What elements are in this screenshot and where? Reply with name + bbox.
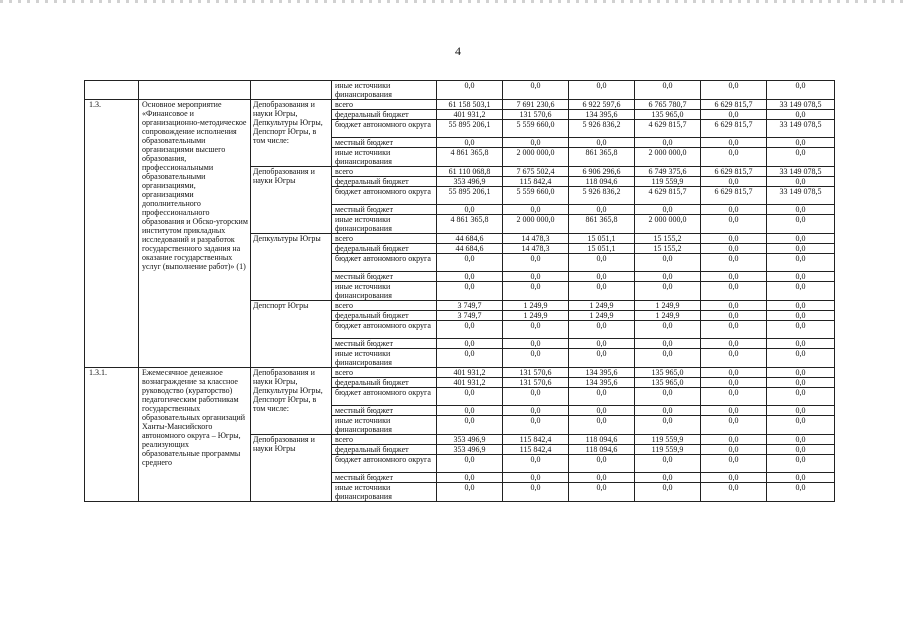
amount-cell: 353 496,9 bbox=[437, 435, 503, 445]
amount-cell: 0,0 bbox=[569, 282, 635, 301]
amount-cell: 14 478,3 bbox=[503, 244, 569, 254]
amount-cell: 0,0 bbox=[569, 455, 635, 473]
amount-cell: 0,0 bbox=[767, 244, 835, 254]
item-number-cell: 1.3.1. bbox=[85, 368, 139, 502]
amount-cell: 5 559 660,0 bbox=[503, 187, 569, 205]
amount-cell: 401 931,2 bbox=[437, 378, 503, 388]
amount-cell: 2 000 000,0 bbox=[503, 148, 569, 167]
amount-cell: 0,0 bbox=[503, 138, 569, 148]
amount-cell: 0,0 bbox=[635, 388, 701, 406]
funding-source-cell: всего bbox=[332, 301, 437, 311]
funding-source-cell: местный бюджет bbox=[332, 339, 437, 349]
amount-cell: 44 684,6 bbox=[437, 244, 503, 254]
amount-cell: 0,0 bbox=[767, 339, 835, 349]
amount-cell: 0,0 bbox=[767, 406, 835, 416]
amount-cell: 0,0 bbox=[569, 406, 635, 416]
amount-cell: 131 570,6 bbox=[503, 378, 569, 388]
amount-cell: 135 965,0 bbox=[635, 368, 701, 378]
table-row bbox=[85, 81, 835, 100]
amount-cell: 0,0 bbox=[701, 272, 767, 282]
scan-edge-artifact bbox=[0, 0, 905, 3]
funding-source-cell: иные источники финансирования bbox=[332, 148, 437, 167]
amount-cell: 0,0 bbox=[767, 445, 835, 455]
amount-cell: 4 861 365,8 bbox=[437, 215, 503, 234]
amount-cell: 0,0 bbox=[569, 349, 635, 368]
amount-cell: 0,0 bbox=[635, 339, 701, 349]
funding-source-cell: местный бюджет bbox=[332, 406, 437, 416]
amount-cell: 0,0 bbox=[701, 406, 767, 416]
amount-cell: 134 395,6 bbox=[569, 110, 635, 120]
amount-cell: 0,0 bbox=[701, 416, 767, 435]
amount-cell: 0,0 bbox=[569, 81, 635, 100]
amount-cell: 0,0 bbox=[767, 416, 835, 435]
amount-cell: 119 559,9 bbox=[635, 177, 701, 187]
amount-cell: 0,0 bbox=[569, 416, 635, 435]
amount-cell: 0,0 bbox=[503, 473, 569, 483]
amount-cell: 0,0 bbox=[437, 455, 503, 473]
amount-cell: 0,0 bbox=[701, 254, 767, 272]
measure-name-cell: Ежемесячное денежное вознаграждение за классное руководство (кураторство) педагогическим работникам государственных образовательных организаций Ханты-Мансийского автономного округа – Югры, реализующих образовательные программы среднего bbox=[139, 368, 251, 502]
amount-cell: 2 000 000,0 bbox=[635, 215, 701, 234]
amount-cell: 0,0 bbox=[503, 483, 569, 502]
funding-source-cell: федеральный бюджет bbox=[332, 110, 437, 120]
amount-cell: 0,0 bbox=[701, 81, 767, 100]
item-number-cell bbox=[85, 81, 139, 100]
amount-cell: 0,0 bbox=[701, 138, 767, 148]
amount-cell: 0,0 bbox=[569, 388, 635, 406]
amount-cell: 0,0 bbox=[767, 368, 835, 378]
amount-cell: 0,0 bbox=[767, 378, 835, 388]
amount-cell: 0,0 bbox=[701, 215, 767, 234]
amount-cell: 0,0 bbox=[767, 177, 835, 187]
executor-cell: Депобразования и науки Югры, Депкультуры Югры, Депспорт Югры, в том числе: bbox=[251, 100, 332, 167]
amount-cell: 0,0 bbox=[767, 272, 835, 282]
amount-cell: 0,0 bbox=[503, 81, 569, 100]
amount-cell: 61 110 068,8 bbox=[437, 167, 503, 177]
amount-cell: 134 395,6 bbox=[569, 368, 635, 378]
amount-cell: 0,0 bbox=[437, 81, 503, 100]
amount-cell: 353 496,9 bbox=[437, 445, 503, 455]
amount-cell: 33 149 078,5 bbox=[767, 100, 835, 110]
amount-cell: 0,0 bbox=[503, 272, 569, 282]
funding-source-cell: федеральный бюджет bbox=[332, 378, 437, 388]
amount-cell: 0,0 bbox=[437, 473, 503, 483]
amount-cell: 15 155,2 bbox=[635, 244, 701, 254]
amount-cell: 0,0 bbox=[635, 272, 701, 282]
amount-cell: 15 051,1 bbox=[569, 244, 635, 254]
measure-name-cell: Основное мероприятие «Финансовое и организационно-методическое сопровождение исполнения образовательными организациями высшего образования, профессиональными образовательными организациями, организациями дополнительного профессионального образования и Обско-угорским институтом прикладных исследований и разработок государственного задания на оказание государственных услуг (выполнение работ)» (1) bbox=[139, 100, 251, 368]
table-body bbox=[85, 81, 835, 502]
amount-cell: 3 749,7 bbox=[437, 311, 503, 321]
funding-source-cell: местный бюджет bbox=[332, 205, 437, 215]
amount-cell: 4 629 815,7 bbox=[635, 187, 701, 205]
amount-cell: 0,0 bbox=[635, 282, 701, 301]
amount-cell: 0,0 bbox=[701, 301, 767, 311]
amount-cell: 0,0 bbox=[767, 138, 835, 148]
amount-cell: 33 149 078,5 bbox=[767, 120, 835, 138]
funding-source-cell: иные источники финансирования bbox=[332, 349, 437, 368]
amount-cell: 0,0 bbox=[437, 339, 503, 349]
executor-cell: Депкультуры Югры bbox=[251, 234, 332, 301]
amount-cell: 1 249,9 bbox=[635, 311, 701, 321]
amount-cell: 0,0 bbox=[767, 473, 835, 483]
funding-source-cell: иные источники финансирования bbox=[332, 282, 437, 301]
amount-cell: 0,0 bbox=[503, 339, 569, 349]
amount-cell: 7 675 502,4 bbox=[503, 167, 569, 177]
funding-source-cell: бюджет автономного округа bbox=[332, 187, 437, 205]
amount-cell: 861 365,8 bbox=[569, 148, 635, 167]
funding-source-cell: иные источники финансирования bbox=[332, 215, 437, 234]
amount-cell: 115 842,4 bbox=[503, 177, 569, 187]
executor-cell: Депобразования и науки Югры, Депкультуры Югры, Депспорт Югры, в том числе: bbox=[251, 368, 332, 435]
amount-cell: 115 842,4 bbox=[503, 445, 569, 455]
amount-cell: 131 570,6 bbox=[503, 110, 569, 120]
amount-cell: 118 094,6 bbox=[569, 445, 635, 455]
amount-cell: 0,0 bbox=[569, 321, 635, 339]
amount-cell: 0,0 bbox=[701, 473, 767, 483]
amount-cell: 119 559,9 bbox=[635, 435, 701, 445]
amount-cell: 0,0 bbox=[635, 349, 701, 368]
amount-cell: 0,0 bbox=[701, 483, 767, 502]
amount-cell: 1 249,9 bbox=[635, 301, 701, 311]
amount-cell: 0,0 bbox=[569, 483, 635, 502]
amount-cell: 2 000 000,0 bbox=[503, 215, 569, 234]
amount-cell: 401 931,2 bbox=[437, 368, 503, 378]
funding-source-cell: иные источники финансирования bbox=[332, 483, 437, 502]
amount-cell: 0,0 bbox=[569, 205, 635, 215]
amount-cell: 118 094,6 bbox=[569, 435, 635, 445]
funding-source-cell: всего bbox=[332, 368, 437, 378]
amount-cell: 0,0 bbox=[503, 416, 569, 435]
amount-cell: 0,0 bbox=[701, 388, 767, 406]
amount-cell: 861 365,8 bbox=[569, 215, 635, 234]
amount-cell: 5 926 836,2 bbox=[569, 120, 635, 138]
amount-cell: 0,0 bbox=[635, 81, 701, 100]
amount-cell: 0,0 bbox=[701, 378, 767, 388]
amount-cell: 0,0 bbox=[437, 254, 503, 272]
amount-cell: 135 965,0 bbox=[635, 378, 701, 388]
table-row bbox=[85, 100, 835, 110]
amount-cell: 0,0 bbox=[503, 349, 569, 368]
amount-cell: 0,0 bbox=[767, 110, 835, 120]
amount-cell: 0,0 bbox=[701, 282, 767, 301]
executor-cell: Депспорт Югры bbox=[251, 301, 332, 368]
funding-source-cell: всего bbox=[332, 435, 437, 445]
amount-cell: 0,0 bbox=[437, 321, 503, 339]
amount-cell: 0,0 bbox=[767, 282, 835, 301]
amount-cell: 0,0 bbox=[701, 435, 767, 445]
funding-source-cell: бюджет автономного округа bbox=[332, 120, 437, 138]
amount-cell: 0,0 bbox=[503, 254, 569, 272]
amount-cell: 0,0 bbox=[437, 138, 503, 148]
amount-cell: 61 158 503,1 bbox=[437, 100, 503, 110]
amount-cell: 0,0 bbox=[503, 321, 569, 339]
amount-cell: 55 895 206,1 bbox=[437, 120, 503, 138]
amount-cell: 0,0 bbox=[569, 339, 635, 349]
amount-cell: 118 094,6 bbox=[569, 177, 635, 187]
amount-cell: 14 478,3 bbox=[503, 234, 569, 244]
amount-cell: 0,0 bbox=[701, 244, 767, 254]
amount-cell: 4 861 365,8 bbox=[437, 148, 503, 167]
funding-source-cell: бюджет автономного округа bbox=[332, 254, 437, 272]
amount-cell: 0,0 bbox=[437, 416, 503, 435]
funding-source-cell: федеральный бюджет bbox=[332, 177, 437, 187]
funding-source-cell: бюджет автономного округа bbox=[332, 455, 437, 473]
amount-cell: 6 629 815,7 bbox=[701, 120, 767, 138]
amount-cell: 0,0 bbox=[767, 435, 835, 445]
funding-source-cell: местный бюджет bbox=[332, 138, 437, 148]
amount-cell: 3 749,7 bbox=[437, 301, 503, 311]
amount-cell: 0,0 bbox=[437, 272, 503, 282]
amount-cell: 353 496,9 bbox=[437, 177, 503, 187]
amount-cell: 5 559 660,0 bbox=[503, 120, 569, 138]
amount-cell: 0,0 bbox=[437, 349, 503, 368]
funding-source-cell: местный бюджет bbox=[332, 473, 437, 483]
amount-cell: 134 395,6 bbox=[569, 378, 635, 388]
item-number-cell: 1.3. bbox=[85, 100, 139, 368]
funding-source-cell: федеральный бюджет bbox=[332, 311, 437, 321]
amount-cell: 135 965,0 bbox=[635, 110, 701, 120]
amount-cell: 0,0 bbox=[701, 445, 767, 455]
funding-source-cell: бюджет автономного округа bbox=[332, 321, 437, 339]
amount-cell: 0,0 bbox=[767, 254, 835, 272]
amount-cell: 0,0 bbox=[569, 473, 635, 483]
amount-cell: 0,0 bbox=[503, 455, 569, 473]
amount-cell: 0,0 bbox=[569, 138, 635, 148]
amount-cell: 0,0 bbox=[437, 205, 503, 215]
funding-source-cell: всего bbox=[332, 100, 437, 110]
amount-cell: 1 249,9 bbox=[569, 301, 635, 311]
amount-cell: 1 249,9 bbox=[503, 301, 569, 311]
amount-cell: 0,0 bbox=[635, 483, 701, 502]
amount-cell: 1 249,9 bbox=[503, 311, 569, 321]
measure-name-cell bbox=[139, 81, 251, 100]
amount-cell: 0,0 bbox=[701, 205, 767, 215]
amount-cell: 0,0 bbox=[635, 205, 701, 215]
amount-cell: 0,0 bbox=[701, 110, 767, 120]
amount-cell: 33 149 078,5 bbox=[767, 167, 835, 177]
amount-cell: 0,0 bbox=[767, 321, 835, 339]
amount-cell: 0,0 bbox=[701, 339, 767, 349]
executor-cell bbox=[251, 81, 332, 100]
amount-cell: 2 000 000,0 bbox=[635, 148, 701, 167]
amount-cell: 0,0 bbox=[701, 148, 767, 167]
amount-cell: 44 684,6 bbox=[437, 234, 503, 244]
amount-cell: 0,0 bbox=[767, 234, 835, 244]
funding-table bbox=[84, 80, 835, 502]
amount-cell: 0,0 bbox=[569, 254, 635, 272]
amount-cell: 0,0 bbox=[767, 301, 835, 311]
amount-cell: 0,0 bbox=[767, 349, 835, 368]
amount-cell: 0,0 bbox=[437, 406, 503, 416]
amount-cell: 0,0 bbox=[701, 349, 767, 368]
amount-cell: 0,0 bbox=[767, 215, 835, 234]
amount-cell: 0,0 bbox=[635, 321, 701, 339]
funding-source-cell: иные источники финансирования bbox=[332, 416, 437, 435]
amount-cell: 0,0 bbox=[635, 455, 701, 473]
funding-source-cell: всего bbox=[332, 167, 437, 177]
amount-cell: 0,0 bbox=[437, 282, 503, 301]
amount-cell: 0,0 bbox=[701, 234, 767, 244]
amount-cell: 0,0 bbox=[437, 388, 503, 406]
amount-cell: 7 691 230,6 bbox=[503, 100, 569, 110]
amount-cell: 6 629 815,7 bbox=[701, 187, 767, 205]
amount-cell: 6 629 815,7 bbox=[701, 167, 767, 177]
amount-cell: 115 842,4 bbox=[503, 435, 569, 445]
amount-cell: 131 570,6 bbox=[503, 368, 569, 378]
amount-cell: 6 629 815,7 bbox=[701, 100, 767, 110]
amount-cell: 6 765 780,7 bbox=[635, 100, 701, 110]
amount-cell: 0,0 bbox=[635, 254, 701, 272]
amount-cell: 0,0 bbox=[701, 368, 767, 378]
amount-cell: 6 906 296,6 bbox=[569, 167, 635, 177]
amount-cell: 15 155,2 bbox=[635, 234, 701, 244]
amount-cell: 6 749 375,6 bbox=[635, 167, 701, 177]
amount-cell: 0,0 bbox=[767, 311, 835, 321]
funding-source-cell: федеральный бюджет bbox=[332, 244, 437, 254]
amount-cell: 0,0 bbox=[569, 272, 635, 282]
amount-cell: 0,0 bbox=[767, 205, 835, 215]
amount-cell: 5 926 836,2 bbox=[569, 187, 635, 205]
amount-cell: 0,0 bbox=[767, 388, 835, 406]
amount-cell: 4 629 815,7 bbox=[635, 120, 701, 138]
amount-cell: 15 051,1 bbox=[569, 234, 635, 244]
funding-source-cell: федеральный бюджет bbox=[332, 445, 437, 455]
amount-cell: 55 895 206,1 bbox=[437, 187, 503, 205]
amount-cell: 0,0 bbox=[701, 177, 767, 187]
amount-cell: 0,0 bbox=[767, 455, 835, 473]
amount-cell: 0,0 bbox=[503, 406, 569, 416]
amount-cell: 0,0 bbox=[635, 406, 701, 416]
funding-source-cell: бюджет автономного округа bbox=[332, 388, 437, 406]
executor-cell: Депобразования и науки Югры bbox=[251, 435, 332, 502]
funding-source-cell: иные источники финансирования bbox=[332, 81, 437, 100]
amount-cell: 0,0 bbox=[701, 455, 767, 473]
amount-cell: 33 149 078,5 bbox=[767, 187, 835, 205]
amount-cell: 0,0 bbox=[503, 282, 569, 301]
table-row bbox=[85, 368, 835, 378]
amount-cell: 0,0 bbox=[437, 483, 503, 502]
page-number: 4 bbox=[455, 44, 461, 58]
executor-cell: Депобразования и науки Югры bbox=[251, 167, 332, 234]
amount-cell: 1 249,9 bbox=[569, 311, 635, 321]
amount-cell: 0,0 bbox=[635, 416, 701, 435]
amount-cell: 0,0 bbox=[503, 388, 569, 406]
funding-source-cell: всего bbox=[332, 234, 437, 244]
funding-source-cell: местный бюджет bbox=[332, 272, 437, 282]
amount-cell: 0,0 bbox=[701, 321, 767, 339]
amount-cell: 0,0 bbox=[635, 138, 701, 148]
amount-cell: 0,0 bbox=[503, 205, 569, 215]
amount-cell: 0,0 bbox=[635, 473, 701, 483]
amount-cell: 0,0 bbox=[767, 81, 835, 100]
amount-cell: 401 931,2 bbox=[437, 110, 503, 120]
amount-cell: 0,0 bbox=[767, 483, 835, 502]
amount-cell: 0,0 bbox=[701, 311, 767, 321]
amount-cell: 119 559,9 bbox=[635, 445, 701, 455]
amount-cell: 0,0 bbox=[767, 148, 835, 167]
amount-cell: 6 922 597,6 bbox=[569, 100, 635, 110]
